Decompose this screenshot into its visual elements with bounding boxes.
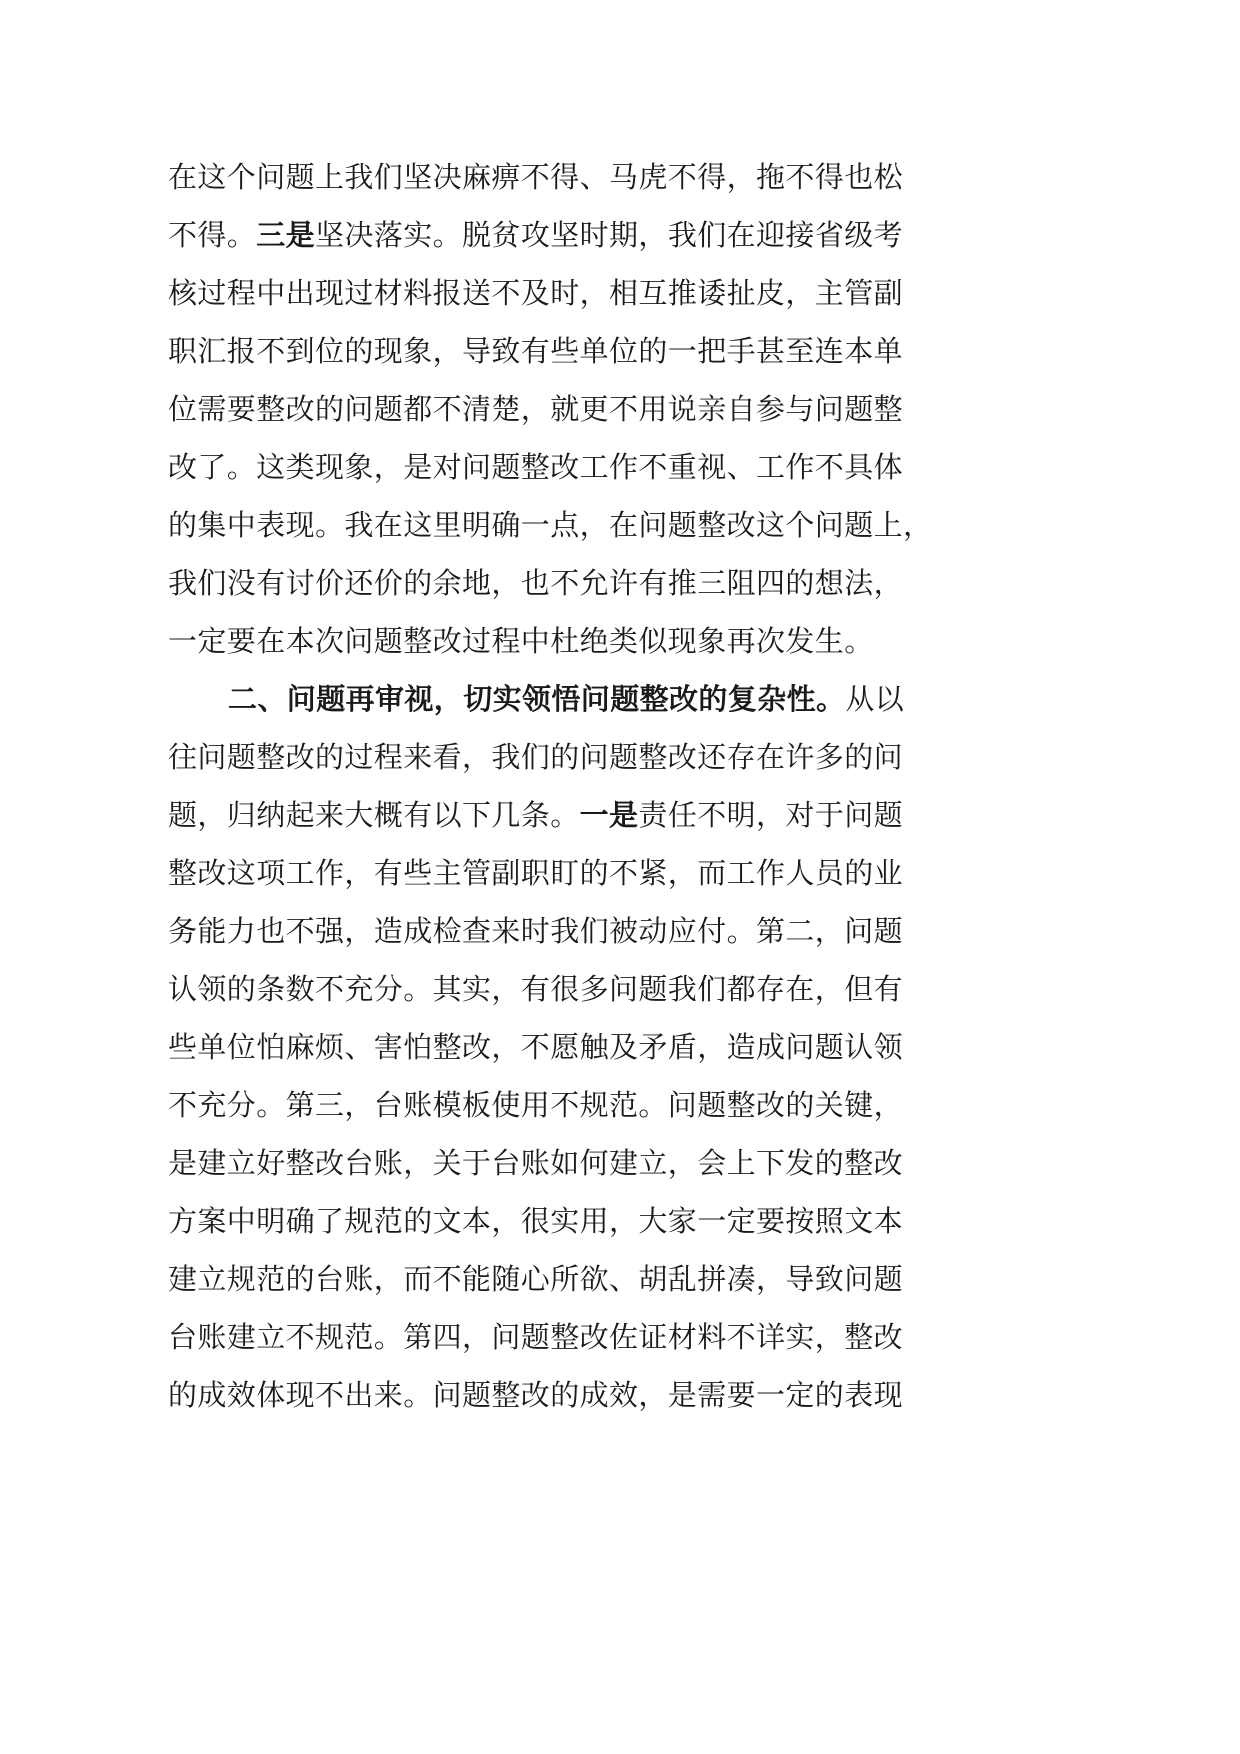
text-line — [168, 206, 928, 264]
text-segment: 建立规范的台账，而不能随心所欲、胡乱拼凑，导致问题 — [168, 1262, 904, 1296]
bold-text-segment: 一是 — [579, 798, 639, 832]
text-line — [168, 1250, 928, 1308]
text-segment: 方案中明确了规范的文本，很实用，大家一定要按照文本 — [168, 1204, 904, 1238]
text-segment: 坚决落实。脱贫攻坚时期，我们在迎接省级考 — [315, 218, 904, 252]
text-segment: 认领的条数不充分。其实，有很多问题我们都存在，但有 — [168, 972, 904, 1006]
text-line — [168, 1366, 928, 1424]
text-segment: 我们没有讨价还价的余地，也不允许有推三阻四的想法， — [168, 566, 904, 600]
text-line — [168, 322, 928, 380]
text-segment: 整改这项工作，有些主管副职盯的不紧，而工作人员的业 — [168, 856, 904, 890]
text-segment: 核过程中出现过材料报送不及时，相互推诿扯皮，主管副 — [168, 276, 904, 310]
text-line — [168, 554, 928, 612]
section-heading-line — [228, 670, 988, 728]
text-segment: 从以 — [845, 682, 905, 716]
text-segment: 题，归纳起来大概有以下几条。 — [168, 798, 580, 832]
text-segment: 不得。 — [168, 218, 257, 252]
text-line — [168, 438, 928, 496]
text-line — [168, 1076, 928, 1134]
text-segment: 务能力也不强，造成检查来时我们被动应付。第二，问题 — [168, 914, 904, 948]
text-segment: 台账建立不规范。第四，问题整改佐证材料不详实，整改 — [168, 1320, 904, 1354]
text-line — [168, 1134, 928, 1192]
text-segment: 些单位怕麻烦、害怕整改，不愿触及矛盾，造成问题认领 — [168, 1030, 904, 1064]
text-line — [168, 380, 928, 438]
text-segment: 的成效体现不出来。问题整改的成效，是需要一定的表现 — [168, 1378, 904, 1412]
text-line — [168, 786, 928, 844]
text-line — [168, 844, 928, 902]
text-segment: 位需要整改的问题都不清楚，就更不用说亲自参与问题整 — [168, 392, 904, 426]
text-line — [168, 612, 928, 670]
text-line — [168, 1308, 928, 1366]
text-line — [168, 264, 928, 322]
text-line — [168, 1018, 928, 1076]
text-segment: 责任不明，对于问题 — [638, 798, 904, 832]
text-segment: 的集中表现。我在这里明确一点，在问题整改这个问题上， — [168, 508, 933, 542]
text-segment: 不充分。第三，台账模板使用不规范。问题整改的关键， — [168, 1088, 904, 1122]
text-segment: 是建立好整改台账，关于台账如何建立，会上下发的整改 — [168, 1146, 904, 1180]
text-line — [168, 960, 928, 1018]
text-segment: 往问题整改的过程来看，我们的问题整改还存在许多的问 — [168, 740, 904, 774]
text-segment: 一定要在本次问题整改过程中杜绝类似现象再次发生。 — [168, 624, 874, 658]
text-segment: 改了。这类现象，是对问题整改工作不重视、工作不具体 — [168, 450, 904, 484]
text-line — [168, 902, 928, 960]
text-segment: 在这个问题上我们坚决麻痹不得、马虎不得，拖不得也松 — [168, 160, 904, 194]
bold-text-segment: 三是 — [256, 218, 316, 252]
text-line — [168, 496, 933, 554]
section-heading: 二、问题再审视，切实领悟问题整改的复杂性。 — [228, 682, 846, 716]
text-line — [168, 728, 928, 786]
text-segment: 职汇报不到位的现象，导致有些单位的一把手甚至连本单 — [168, 334, 904, 368]
text-line — [168, 1192, 928, 1250]
text-line — [168, 148, 928, 206]
